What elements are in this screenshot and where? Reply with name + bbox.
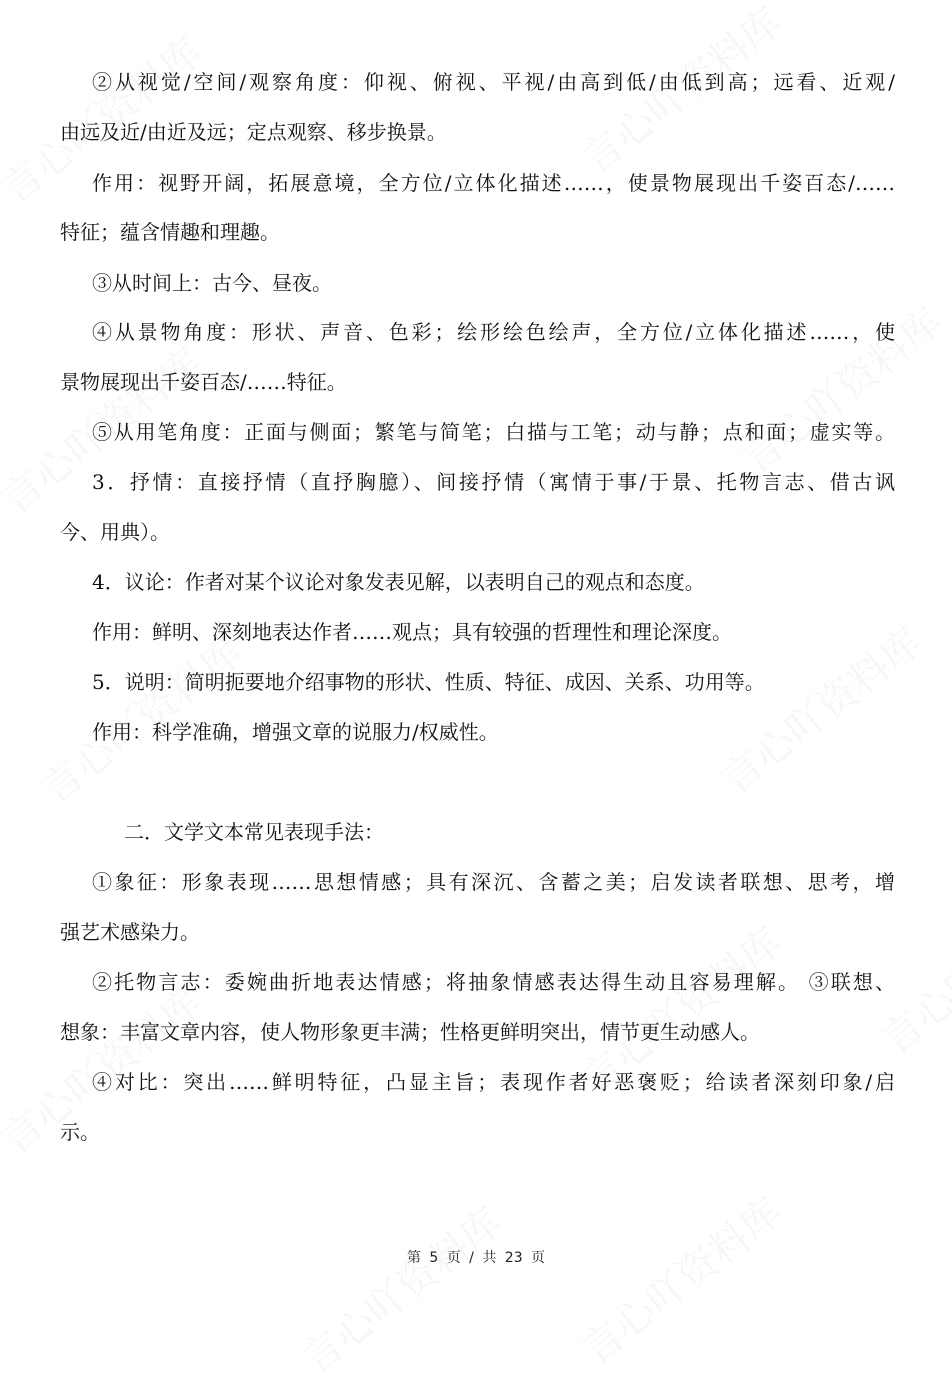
text-line: 特征；蕴含情趣和理趣。 xyxy=(60,220,280,244)
text-line: 5．说明：简明扼要地介绍事物的形状、性质、特征、成因、关系、功用等。 xyxy=(92,670,765,694)
text-line: ②从视觉/空间/观察角度：仰视、俯视、平视/由高到低/由低到高；远看、近观/ xyxy=(92,70,895,94)
watermark-text xyxy=(288,1192,512,1385)
text-line: ①象征：形象表现……思想情感；具有深沉、含蓄之美；启发读者联想、思考，增 xyxy=(92,870,895,894)
text-line: 作用：科学准确，增强文章的说服力/权威性。 xyxy=(92,720,499,744)
text-line: 3．抒情：直接抒情（直抒胸臆）、间接抒情（寓情于事/于景、托物言志、借古讽 xyxy=(92,470,895,494)
page-footer: 第 5 页 / 共 23 页 xyxy=(406,1250,546,1266)
text-line: 作用：鲜明、深刻地表达作者……观点；具有较强的哲理性和理论深度。 xyxy=(92,620,732,644)
text-line: ③从时间上：古今、昼夜。 xyxy=(92,271,332,295)
text-line: 景物展现出千姿百态/……特征。 xyxy=(60,370,347,394)
text-line: ⑤从用笔角度：正面与侧面；繁笔与简笔；白描与工笔；动与静；点和面；虚实等。 xyxy=(92,420,895,444)
text-line: ④对比：突出……鲜明特征，凸显主旨；表现作者好恶褒贬；给读者深刻印象/启 xyxy=(92,1070,895,1094)
watermark-text xyxy=(568,1182,792,1375)
text-line: 强艺术感染力。 xyxy=(60,920,200,944)
watermark-text xyxy=(28,622,252,815)
text-line: 4．议论：作者对某个议论对象发表见解，以表明自己的观点和态度。 xyxy=(92,570,705,594)
section-heading: 二．文学文本常见表现手法： xyxy=(124,820,384,844)
text-line: ②托物言志：委婉曲折地表达情感；将抽象情感表达得生动且容易理解。 ③联想、 xyxy=(92,970,895,994)
text-line: 由远及近/由近及远；定点观察、移步换景。 xyxy=(60,120,447,144)
text-line: 想象：丰富文章内容，使人物形象更丰满；性格更鲜明突出，情节更生动感人。 xyxy=(60,1020,760,1044)
text-line: 作用：视野开阔，拓展意境，全方位/立体化描述……，使景物展现出千姿百态/…… xyxy=(92,171,895,195)
text-line: ④从景物角度：形状、声音、色彩；绘形绘色绘声，全方位/立体化描述……，使 xyxy=(92,320,895,344)
text-line: 今、用典）。 xyxy=(60,520,170,544)
text-line: 示。 xyxy=(60,1120,100,1144)
